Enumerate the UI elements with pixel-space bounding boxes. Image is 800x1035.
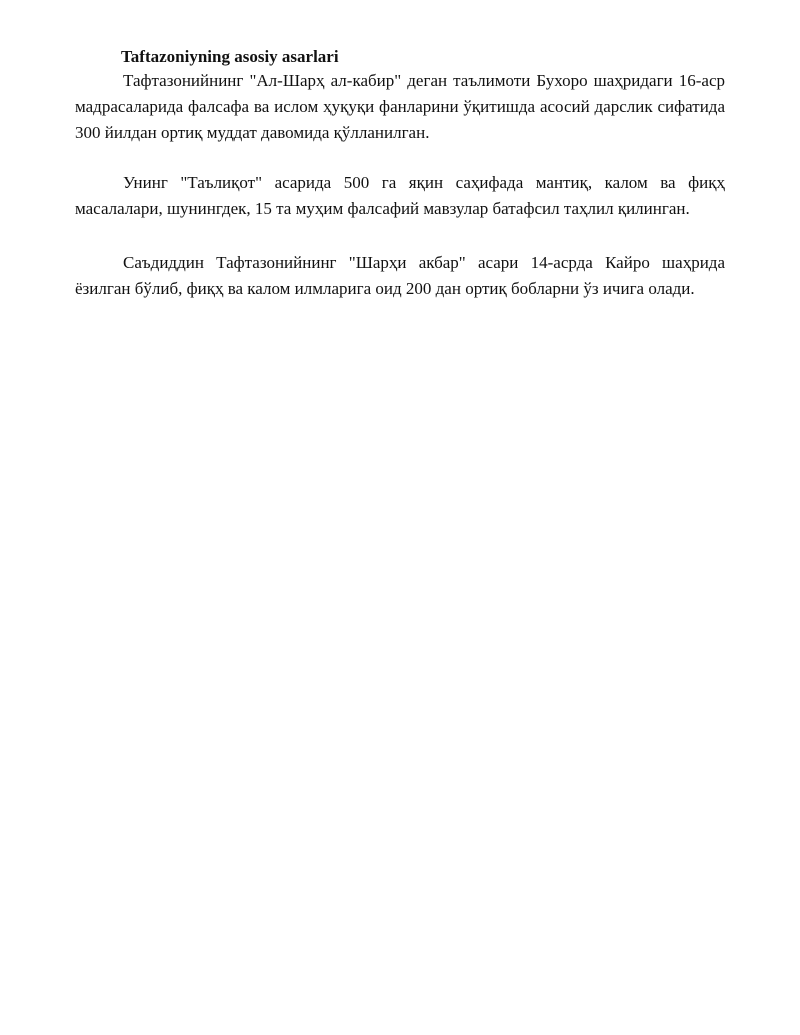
paragraph-2: Унинг "Таълиқот" асарида 500 га яқин саҳифада мантиқ, калом ва фиқҳ масалалари, шунингдек, 15 та муҳим фалсафий мавзулар батафсил таҳлил қилинган. [75, 173, 725, 218]
paragraph-1: Тафтазонийнинг "Ал-Шарҳ ал-кабир" деган таълимоти Бухоро шаҳридаги 16-аср мадрасаларида фалсафа ва ислом ҳуқуқи фанларини ўқитишда асосий дарслик сифатида 300 йилдан ортиқ муддат давомида қўлланилган. [75, 71, 725, 142]
document-body [75, 46, 725, 302]
document-heading: Taftazoniyning asosiy asarlari [121, 47, 339, 66]
paragraph-3: Саъдиддин Тафтазонийнинг "Шарҳи акбар" асари 14-асрда Кайро шаҳрида ёзилган бўлиб, фиқҳ ва калом илмларига оид 200 дан ортиқ бобларни ўз ичига олади. [75, 253, 725, 298]
